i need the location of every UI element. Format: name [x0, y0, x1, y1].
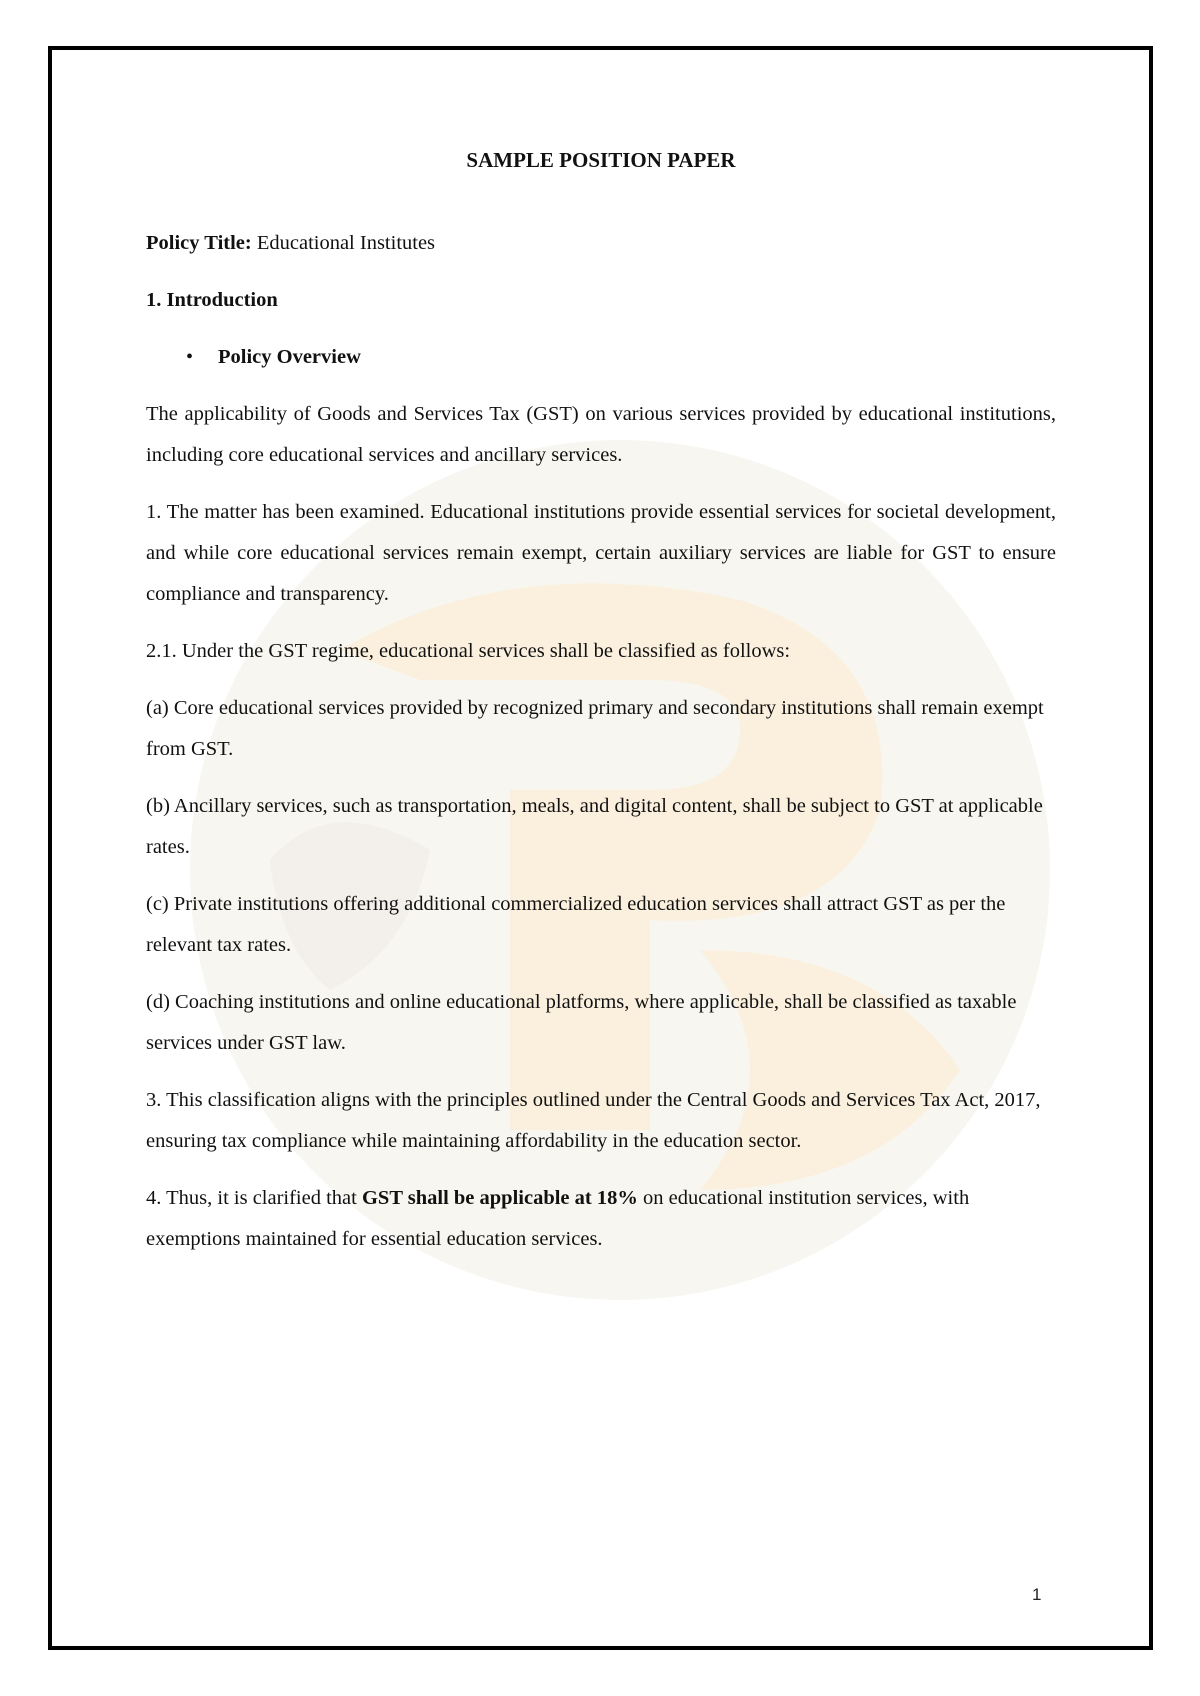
paragraph-3: 3. This classification aligns with the principles outlined under the Central Goods and Services Tax Act, 2017, ensuring tax compliance while maintaining affordability in the education sector.: [146, 1089, 1041, 1152]
policy-title: [146, 223, 1056, 264]
paragraph-4: [146, 1178, 1056, 1260]
paragraph-c: (c) Private institutions offering additional commercialized education services shall attract GST as per the relevant tax rates.: [146, 893, 1006, 956]
bullet-item: [146, 337, 1056, 378]
paragraph-2-1: 2.1. Under the GST regime, educational services shall be classified as follows:: [146, 640, 791, 662]
paragraph-4-post: on educational institution services, with exemptions maintained for essential education services.: [146, 1187, 970, 1250]
paragraph-4-pre: 4. Thus, it is clarified that: [146, 1187, 362, 1209]
paragraph-a: (a) Core educational services provided by recognized primary and secondary institutions shall remain exempt from GST.: [146, 697, 1044, 760]
paragraph-b: (b) Ancillary services, such as transportation, meals, and digital content, shall be subject to GST at applicable rates.: [146, 795, 1043, 858]
paragraph-d: (d) Coaching institutions and online educational platforms, where applicable, shall be classified as taxable services under GST law.: [146, 991, 1017, 1054]
paragraph-overview: The applicability of Goods and Services Tax (GST) on various services provided by educational institutions, including core educational services and ancillary services.: [146, 403, 1056, 466]
bullet-icon: •: [186, 346, 194, 368]
paragraph-4-bold: GST shall be applicable at 18%: [361, 1187, 638, 1209]
page-title: SAMPLE POSITION PAPER: [466, 148, 736, 172]
section-heading: 1. Introduction: [146, 289, 278, 311]
bullet-label: Policy Overview: [218, 346, 361, 368]
policy-title-label: Policy Title:: [146, 232, 252, 254]
document-body: [146, 140, 1056, 1276]
paragraph-1: 1. The matter has been examined. Educational institutions provide essential services for societal development, and while core educational services remain exempt, certain auxiliary services are liable for GST to ensure compliance and transparency.: [146, 501, 1056, 605]
page-number: 1: [1032, 1585, 1042, 1604]
policy-title-value: Educational Institutes: [256, 232, 436, 254]
